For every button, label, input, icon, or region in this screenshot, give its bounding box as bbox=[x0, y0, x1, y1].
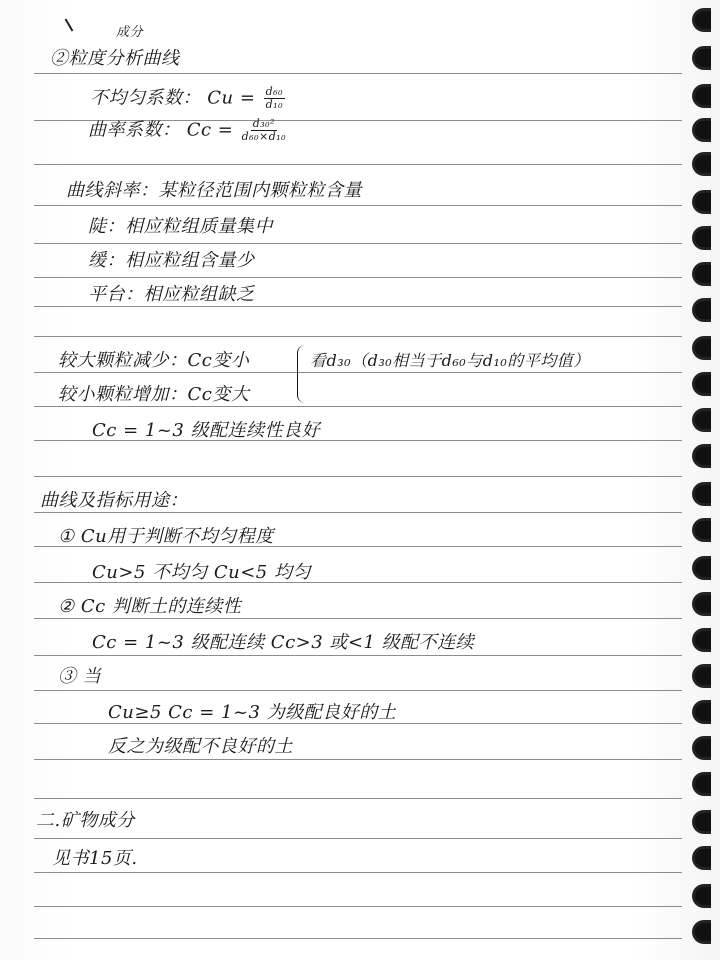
cc-label: 曲率系数： bbox=[88, 119, 181, 141]
cu-definition bbox=[90, 86, 285, 111]
ruled-line bbox=[34, 690, 682, 691]
cu-label: 不均匀系数： bbox=[90, 87, 201, 109]
d30-note: 看d₃₀（d₃₀相当于d₆₀与d₁₀的平均值） bbox=[310, 351, 590, 370]
ruled-line bbox=[34, 906, 682, 907]
cc-formula: Cc = bbox=[186, 119, 234, 141]
spiral-ring bbox=[692, 190, 711, 214]
slope-flat: 平台：相应粒组缺乏 bbox=[88, 284, 255, 305]
ruled-line bbox=[34, 306, 682, 307]
ruled-line bbox=[34, 872, 682, 873]
spiral-ring bbox=[692, 262, 711, 286]
usage-item-2-detail: Cc = 1~3 级配连续 Cc>3 或<1 级配不连续 bbox=[92, 632, 475, 653]
usage-item-1-detail: Cu>5 不均匀 Cu<5 均匀 bbox=[92, 562, 311, 583]
ruled-line bbox=[34, 277, 682, 278]
slope-title: 曲线斜率：某粒径范围内颗粒粒含量 bbox=[66, 180, 362, 201]
spiral-ring bbox=[692, 482, 711, 506]
spiral-ring bbox=[692, 664, 711, 688]
spiral-ring bbox=[692, 810, 711, 834]
ruled-line bbox=[34, 336, 682, 337]
spiral-ring bbox=[692, 444, 711, 468]
spiral-ring bbox=[692, 84, 711, 108]
ruled-line bbox=[34, 372, 682, 373]
spiral-ring bbox=[692, 226, 711, 250]
section-title-grain-curve: ②粒度分析曲线 bbox=[50, 48, 180, 69]
cc-denominator: d₆₀×d₁₀ bbox=[241, 130, 287, 143]
book-reference: 见书15页. bbox=[52, 848, 138, 869]
cu-denominator: d₁₀ bbox=[265, 98, 284, 111]
spiral-ring bbox=[692, 920, 711, 944]
ruled-line bbox=[34, 938, 682, 939]
usage-item-3: ③ 当 bbox=[58, 666, 102, 687]
spiral-ring bbox=[692, 8, 711, 32]
usage-item-3-else: 反之为级配不良好的土 bbox=[108, 736, 293, 757]
cu-fraction bbox=[264, 86, 285, 111]
slope-steep: 陡：相应粒组质量集中 bbox=[88, 216, 273, 237]
section-title-minerals: 二.矿物成分 bbox=[36, 810, 135, 831]
spiral-ring bbox=[692, 772, 711, 796]
cc-range: Cc = 1~3 级配连续性良好 bbox=[92, 420, 321, 441]
cc-fraction bbox=[242, 118, 286, 143]
brace-mark bbox=[297, 345, 306, 403]
ruled-line bbox=[34, 512, 682, 513]
spiral-ring bbox=[692, 118, 711, 142]
ruled-line bbox=[34, 618, 682, 619]
ruled-line bbox=[34, 406, 682, 407]
ruled-line bbox=[34, 73, 682, 74]
cc-definition bbox=[88, 118, 286, 143]
usage-item-1: ① Cu用于判断不均匀程度 bbox=[58, 526, 274, 547]
usage-item-2: ② Cc 判断土的连续性 bbox=[58, 596, 242, 617]
cc-large-reduce: 较大颗粒减少：Cc变小 bbox=[58, 350, 250, 371]
ruled-line bbox=[34, 205, 682, 206]
cu-numerator: d₆₀ bbox=[265, 85, 284, 98]
usage-title: 曲线及指标用途： bbox=[40, 490, 188, 511]
spiral-ring bbox=[692, 846, 711, 870]
spiral-ring bbox=[692, 592, 711, 616]
cc-small-increase: 较小颗粒增加：Cc变大 bbox=[58, 384, 250, 405]
spiral-ring bbox=[692, 518, 711, 542]
top-note: 成分 bbox=[116, 25, 144, 40]
ruled-line bbox=[34, 759, 682, 760]
ruled-line bbox=[34, 655, 682, 656]
pen-tick-mark bbox=[65, 18, 74, 31]
spiral-ring bbox=[692, 556, 711, 580]
spiral-ring bbox=[692, 736, 711, 760]
spiral-ring bbox=[692, 336, 711, 360]
cc-numerator: d₃₀² bbox=[252, 117, 275, 130]
spiral-ring bbox=[692, 700, 711, 724]
usage-item-3-detail: Cu≥5 Cc = 1~3 为级配良好的土 bbox=[108, 702, 397, 723]
spiral-ring bbox=[692, 298, 711, 322]
ruled-line bbox=[34, 798, 682, 799]
cu-formula: Cu = bbox=[207, 87, 256, 109]
ruled-line bbox=[34, 838, 682, 839]
spiral-binding bbox=[692, 0, 714, 960]
spiral-ring bbox=[692, 628, 711, 652]
ruled-line bbox=[34, 164, 682, 165]
ruled-line bbox=[34, 243, 682, 244]
spiral-ring bbox=[692, 46, 711, 70]
spiral-ring bbox=[692, 884, 711, 908]
slope-gentle: 缓：相应粒组含量少 bbox=[88, 250, 255, 271]
spiral-ring bbox=[692, 408, 711, 432]
spiral-ring bbox=[692, 152, 711, 176]
ruled-line bbox=[34, 476, 682, 477]
spiral-ring bbox=[692, 372, 711, 396]
